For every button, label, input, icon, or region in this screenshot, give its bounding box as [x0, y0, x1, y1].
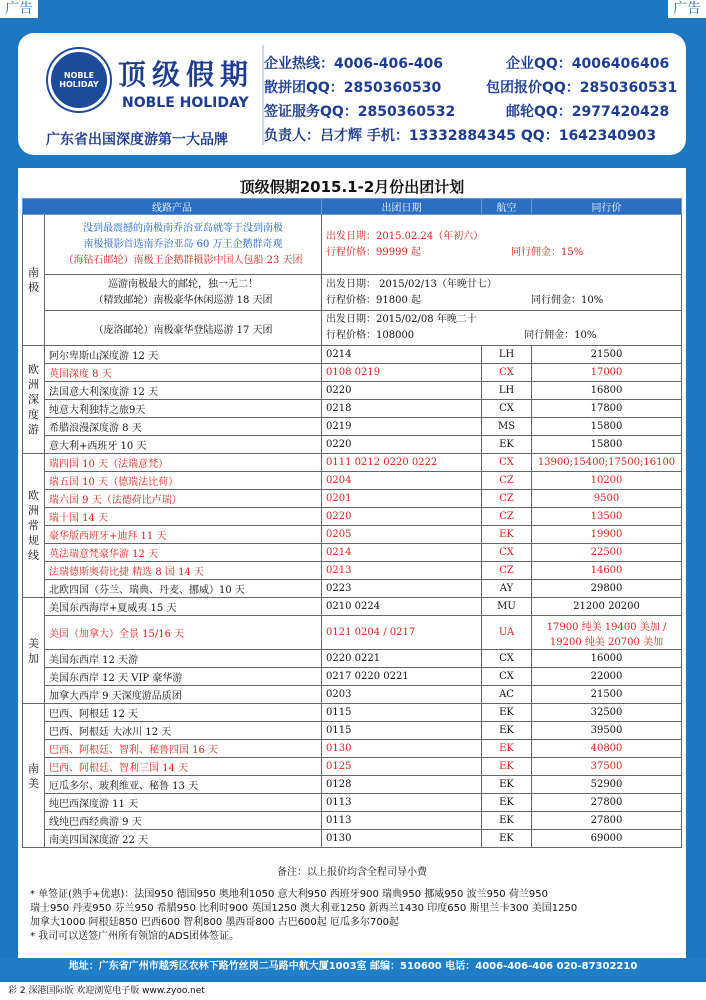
table-row — [23, 722, 682, 740]
route-line: （庞洛邮轮）南极豪华登陆巡游 17 天团 — [93, 324, 273, 336]
departure-dates: 0113 — [322, 794, 482, 812]
group-price: 17900 纯美 19400 美加 / 19200 纯美 20700 美加 — [532, 616, 682, 650]
visa-line: 瑞士950 丹麦950 芬兰950 希腊950 比利时900 英国1250 澳大利亚1250 新西兰1430 印度650 斯里兰卡300 美国1250 — [30, 903, 578, 914]
airline-code: EK — [482, 526, 532, 544]
table-body — [23, 215, 682, 848]
route-name: 美国东西海岸+夏威夷 15 天 — [45, 598, 322, 616]
group-price: 21500 — [532, 346, 682, 364]
table-row — [23, 526, 682, 544]
departure-dates: 0210 0224 — [322, 598, 482, 616]
route-name: 纯巴西深度游 11 天 — [45, 794, 322, 812]
contact-enterprise-qq: 企业QQ：4006406406 — [506, 56, 670, 72]
header-airline: 航空 — [482, 199, 532, 215]
contact-cruise-qq: 邮轮QQ：2977420428 — [506, 104, 670, 120]
group-price: 27800 — [532, 812, 682, 830]
group-price: 21500 — [532, 686, 682, 704]
route-name: 北欧四国（芬兰、瑞典、丹麦、挪威）10 天 — [45, 580, 322, 598]
route-line: （精致邮轮）南极豪华休闲巡游 18 天团 — [93, 294, 273, 306]
ad-label-right: 广告 — [668, 0, 706, 18]
route-name: 厄瓜多尔、玻利维亚、秘鲁 13 天 — [45, 776, 322, 794]
table-row — [23, 472, 682, 490]
departure-dates: 0130 — [322, 740, 482, 758]
airline-code: UA — [482, 616, 532, 650]
address-bar: 地址：广东省广州市越秀区农林下路竹丝岗二马路中航大厦1003室 邮编：510600 电话：4006-406-406 020-87302210 — [0, 958, 706, 976]
detail-cell — [322, 311, 682, 346]
trip-price-text: 行程价格：108000 — [326, 330, 415, 341]
page-title: 顶级假期2015.1-2月份出团计划 — [239, 178, 465, 196]
header-price: 同行价 — [532, 199, 682, 215]
visa-line: * 单签证(熟手+优惠)：法国950 德国950 奥地利1050 意大利950 西班牙900 瑞典950 挪威950 波兰950 荷兰950 — [30, 889, 548, 900]
departure-dates: 0218 — [322, 400, 482, 418]
brand-name-en: NOBLE HOLIDAY — [122, 95, 249, 111]
commission: 同行佣金：15% — [511, 246, 584, 258]
group-price: 22000 — [532, 668, 682, 686]
route-name: 瑞六国 9 天（法德荷比卢瑞） — [45, 490, 322, 508]
table-row — [23, 562, 682, 580]
departure-date: 出发日期： 2015/02/13（年晚廿七） — [326, 278, 497, 290]
route-name: 线纯巴西经典游 9 天 — [45, 812, 322, 830]
visa-info — [30, 888, 680, 944]
route-name: 巴西、阿根廷 大冰川 12 天 — [45, 722, 322, 740]
trip-price — [326, 245, 677, 261]
region-cell: 美加 — [23, 598, 45, 704]
visa-line: 加拿大1000 阿根廷850 巴西600 智利800 墨西哥800 古巴600起 厄瓜多尔700起 — [30, 917, 400, 928]
route-name: 巴西、阿根廷 12 天 — [45, 704, 322, 722]
region-cell: 南美 — [23, 704, 45, 848]
trip-price-text: 行程价格：99999 起 — [326, 246, 421, 258]
header-route: 线路产品 — [23, 199, 322, 215]
departure-date: 出发日期：2015.02.24（年初六） — [326, 230, 484, 242]
table-header-row — [23, 199, 682, 215]
group-price: 19900 — [532, 526, 682, 544]
table-row — [23, 686, 682, 704]
departure-dates: 0220 — [322, 508, 482, 526]
airline-code: CX — [482, 454, 532, 472]
departure-dates: 0128 — [322, 776, 482, 794]
route-name: 法瑞德斯奥荷比捷 精选 8 国 14 天 — [45, 562, 322, 580]
airline-code: CX — [482, 400, 532, 418]
table-row — [23, 758, 682, 776]
airline-code: EK — [482, 830, 532, 848]
table-row — [23, 598, 682, 616]
departure-dates: 0214 — [322, 544, 482, 562]
group-price: 10200 — [532, 472, 682, 490]
contact-hotline: 企业热线：4006-406-406 — [264, 56, 444, 72]
group-price: 17000 — [532, 364, 682, 382]
visa-line: * 我司可以送签广州所有领馆的ADS团体签证。 — [30, 931, 240, 942]
route-cell — [45, 311, 322, 346]
departure-dates: 0115 — [322, 722, 482, 740]
group-price: 69000 — [532, 830, 682, 848]
departure-dates: 0121 0204 / 0217 — [322, 616, 482, 650]
airline-code: EK — [482, 722, 532, 740]
table-row — [23, 616, 682, 650]
departure-dates: 0217 0220 0221 — [322, 668, 482, 686]
airline-code: EK — [482, 758, 532, 776]
table-row — [23, 275, 682, 311]
route-name: 美国（加拿大）全景 15/16 天 — [45, 616, 322, 650]
group-price: 13900;15400;17500;16100 — [532, 454, 682, 472]
group-price: 16000 — [532, 650, 682, 668]
group-price: 9500 — [532, 490, 682, 508]
group-price: 15800 — [532, 436, 682, 454]
airline-code: CZ — [482, 472, 532, 490]
header-date: 出团日期 — [322, 199, 482, 215]
airline-code: EK — [482, 812, 532, 830]
table-row — [23, 668, 682, 686]
airline-code: EK — [482, 704, 532, 722]
departure-dates: 0220 — [322, 382, 482, 400]
region-cell: 欧洲深度游 — [23, 346, 45, 454]
region-cell: 南极 — [23, 215, 45, 346]
table-row — [23, 382, 682, 400]
departure-dates: 0115 — [322, 704, 482, 722]
airline-code: CX — [482, 364, 532, 382]
group-price: 32500 — [532, 704, 682, 722]
airline-code: EK — [482, 794, 532, 812]
airline-code: CX — [482, 668, 532, 686]
group-price: 21200 20200 — [532, 598, 682, 616]
departure-dates: 0113 — [322, 812, 482, 830]
contact-quote-qq: 包团报价QQ：2850360531 — [486, 80, 678, 96]
airline-code: EK — [482, 740, 532, 758]
airline-code: AY — [482, 580, 532, 598]
contact-visa-qq: 签证服务QQ：2850360532 — [264, 104, 456, 120]
departure-dates: 0201 — [322, 490, 482, 508]
group-price: 29800 — [532, 580, 682, 598]
contact-manager: 负责人：吕才辉 手机：13332884345 QQ：1642340903 — [264, 128, 657, 144]
route-name: 南美四国深度游 22 天 — [45, 830, 322, 848]
departure-dates: 0125 — [322, 758, 482, 776]
route-name: 豪华版西班牙+迪拜 11 天 — [45, 526, 322, 544]
route-name: 巴西、阿根廷、智利三国 14 天 — [45, 758, 322, 776]
table-row — [23, 812, 682, 830]
departure-dates: 0203 — [322, 686, 482, 704]
table-row — [23, 311, 682, 346]
group-price: 39500 — [532, 722, 682, 740]
departure-dates: 0219 — [322, 418, 482, 436]
route-name: 法国意大利深度游 12 天 — [45, 382, 322, 400]
route-line: 南极摄影首选南乔治亚岛 60 万王企鹅群奇观 — [83, 238, 283, 250]
airline-code: LH — [482, 382, 532, 400]
group-price: 13500 — [532, 508, 682, 526]
departure-dates: 0108 0219 — [322, 364, 482, 382]
departure-dates: 0223 — [322, 580, 482, 598]
table-row — [23, 580, 682, 598]
group-price: 17800 — [532, 400, 682, 418]
group-price: 37500 — [532, 758, 682, 776]
departure-dates: 0204 — [322, 472, 482, 490]
route-name: 美国东西岸 12 天 VIP 豪华游 — [45, 668, 322, 686]
table-row — [23, 436, 682, 454]
departure-dates: 0214 — [322, 346, 482, 364]
detail-cell — [322, 215, 682, 275]
airline-code: EK — [482, 436, 532, 454]
table-row — [23, 704, 682, 722]
route-name: 加拿大西岸 9 天深度游品质团 — [45, 686, 322, 704]
group-price: 40800 — [532, 740, 682, 758]
route-name: 巴西、阿根廷、智利、秘鲁四国 16 天 — [45, 740, 322, 758]
trip-price — [326, 293, 677, 309]
route-line: 没到最震撼的南极南乔治亚岛就等于没到南极 — [83, 222, 283, 234]
table-row — [23, 650, 682, 668]
schedule-table — [22, 198, 682, 848]
table-row — [23, 418, 682, 436]
schedule-panel — [18, 168, 686, 958]
table-row — [23, 454, 682, 472]
departure-dates: 0130 — [322, 830, 482, 848]
detail-cell — [322, 275, 682, 311]
route-name: 希腊浪漫深度游 8 天 — [45, 418, 322, 436]
airline-code: CX — [482, 650, 532, 668]
group-price: 15800 — [532, 418, 682, 436]
group-price: 22500 — [532, 544, 682, 562]
route-name: 瑞五国 10 天（德瑞法比荷） — [45, 472, 322, 490]
table-row — [23, 776, 682, 794]
airline-code: MU — [482, 598, 532, 616]
route-name: 英国深度 8 天 — [45, 364, 322, 382]
route-cell — [45, 275, 322, 311]
table-row — [23, 830, 682, 848]
departure-date: 出发日期：2015/02/08 年晚二十 — [326, 314, 477, 325]
group-price: 52900 — [532, 776, 682, 794]
noble-holiday-logo-icon: NOBLE HOLIDAY — [48, 49, 110, 111]
route-name: 英法瑞意梵豪华游 12 天 — [45, 544, 322, 562]
group-price: 14600 — [532, 562, 682, 580]
table-row — [23, 346, 682, 364]
table-row — [23, 740, 682, 758]
airline-code: LH — [482, 346, 532, 364]
airline-code: AC — [482, 686, 532, 704]
route-line: （海钻石邮轮）南极王企鹅群摄影中国人包船 23 天团 — [63, 254, 303, 266]
airline-code: MS — [482, 418, 532, 436]
departure-dates: 0213 — [322, 562, 482, 580]
route-line: 巡游南极最大的邮轮，独一无二！ — [108, 278, 258, 290]
trip-price — [326, 328, 677, 344]
departure-dates: 0220 — [322, 436, 482, 454]
airline-code: CX — [482, 544, 532, 562]
table-row — [23, 364, 682, 382]
airline-code: CZ — [482, 490, 532, 508]
trip-price-text: 行程价格：91800 起 — [326, 294, 421, 306]
route-name: 瑞十国 14 天 — [45, 508, 322, 526]
departure-dates: 0111 0212 0220 0222 — [322, 454, 482, 472]
route-name: 纯意大利独特之旅9天 — [45, 400, 322, 418]
airline-code: CZ — [482, 508, 532, 526]
page-footer: 彩 2 深港国际版 欢迎浏览电子版 www.zyoo.net — [0, 982, 706, 1000]
airline-code: CZ — [482, 562, 532, 580]
brand-name-cn: 顶级假期 — [118, 58, 255, 91]
ad-label-left: 广告 — [0, 0, 38, 18]
contact-group-qq: 散拼团QQ：2850360530 — [264, 80, 442, 96]
table-row — [23, 490, 682, 508]
table-row — [23, 508, 682, 526]
price-note: 备注：以上报价均含全程司导小费 — [277, 867, 427, 878]
route-name: 意大利+西班牙 10 天 — [45, 436, 322, 454]
route-name: 美国东西岸 12 天游 — [45, 650, 322, 668]
departure-dates: 0205 — [322, 526, 482, 544]
airline-code: EK — [482, 776, 532, 794]
group-price: 16800 — [532, 382, 682, 400]
table-row — [23, 544, 682, 562]
commission: 同行佣金：10% — [524, 330, 597, 341]
header-panel — [18, 33, 686, 155]
table-row — [23, 400, 682, 418]
route-name: 阿尔卑斯山深度游 12 天 — [45, 346, 322, 364]
departure-dates: 0220 0221 — [322, 650, 482, 668]
route-name: 瑞四国 10 天（法瑞意梵） — [45, 454, 322, 472]
group-price: 27800 — [532, 794, 682, 812]
slogan: 广东省出国深度游第一大品牌 — [46, 132, 228, 148]
table-row — [23, 215, 682, 275]
table-row — [23, 794, 682, 812]
commission: 同行佣金：10% — [531, 294, 604, 306]
route-cell — [45, 215, 322, 275]
region-cell: 欧洲常规线 — [23, 454, 45, 598]
